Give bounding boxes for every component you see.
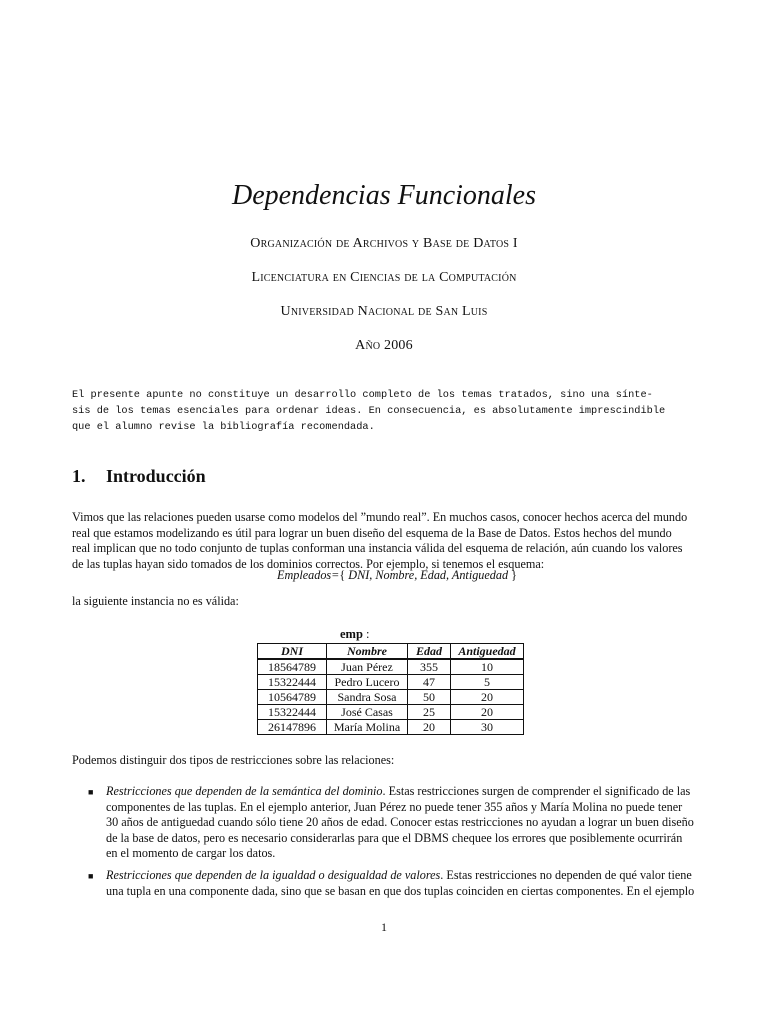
degree-name: Licenciatura en Ciencias de la Computación [251,270,517,285]
bullet-first-line: . Estas restricciones surgen de comprender el significado de las [382,784,691,798]
schema-definition [72,568,722,583]
bullet-line: de la base de datos, pero es necesario considerarlas para que el DBMS chequee los errores que posiblemente ocurrirán [106,830,683,845]
emp-table [257,643,524,735]
cell-edad: 20 [408,720,451,735]
section-title: Introducción [106,466,206,486]
bullet-line: componentes de las tuplas. En el ejemplo anterior, Juan Pérez no puede tener 355 años y María Molina no puede tener [106,799,683,814]
cell-edad: 50 [408,690,451,705]
table-caption-sep: : [362,627,370,641]
cell-nombre: José Casas [327,705,408,720]
cell-dni: 26147896 [258,720,327,735]
table-row [258,720,524,735]
cell-edad: 25 [408,705,451,720]
header-edad: Edad [408,644,451,660]
header-nombre: Nombre [327,644,408,660]
cell-edad: 47 [408,675,451,690]
header-dni: DNI [258,644,327,660]
cell-nombre: Juan Pérez [327,659,408,675]
abstract-line: que el alumno revise la bibliografía recomendada. [72,421,375,433]
cell-nombre: María Molina [327,720,408,735]
year-line: Año 2006 [355,338,413,353]
section-number: 1. [72,466,86,486]
cell-antiguedad: 5 [451,675,524,690]
bullet-emphasis: Restricciones que dependen de la semántica del dominio [106,784,383,798]
cell-nombre: Pedro Lucero [327,675,408,690]
intro-line: real que estamos modelizando es útil para lograr un buen diseño del esquema de la Base de Datos. Estos hechos del mundo [72,525,672,540]
restrictions-intro: Podemos distinguir dos tipos de restricciones sobre las relaciones: [72,753,395,767]
abstract [72,387,752,435]
table-row [258,659,524,675]
abstract-line: sis de los temas esenciales para ordenar ideas. En consecuencia, es absolutamente imprescindible [72,405,666,417]
page-number: 1 [381,920,387,934]
bullet-first-line: . Estas restricciones no dependen de qué valor tiene [440,868,692,882]
bullet-item [106,784,726,862]
cell-nombre: Sandra Sosa [327,690,408,705]
university-name: Universidad Nacional de San Luis [280,304,488,319]
cell-dni: 10564789 [258,690,327,705]
table-row [258,690,524,705]
cell-antiguedad: 30 [451,720,524,735]
table-row [258,675,524,690]
table-name: emp [340,627,363,641]
bullet-line: en el momento de cargar los datos. [106,846,276,860]
intro-line: real implican que no todo conjunto de tuplas conforman una instancia válida del esquema de relación, aún cuando los valores [72,541,683,555]
course-name: Organización de Archivos y Base de Datos I [250,236,518,251]
bullet-icon: ■ [88,871,94,881]
schema-close-brace: } [511,568,517,582]
cell-antiguedad: 20 [451,690,524,705]
schema-open-brace: { [339,568,346,582]
intro-line: de las tuplas hayan sido tomados de los dominios correctos. Por ejemplo, si tenemos el esquema: [72,556,545,571]
cell-dni: 18564789 [258,659,327,675]
intro-paragraph [72,510,722,572]
bullet-line: una tupla en una componente dada, sino que se basan en que dos tuplas coinciden en ciertas componentes. En el ejemplo [106,883,695,898]
schema-prefix: Empleados= [277,568,340,582]
cell-edad: 355 [408,659,451,675]
schema-attributes: DNI, Nombre, Edad, Antiguedad [345,568,512,582]
table-row [258,705,524,720]
header-antiguedad: Antiguedad [451,644,524,660]
abstract-line: El presente apunte no constituye un desarrollo completo de los temas tratados, sino una sínte- [72,389,653,401]
cell-antiguedad: 10 [451,659,524,675]
bullet-icon: ■ [88,787,94,797]
table-header-row [258,644,524,660]
cell-dni: 15322444 [258,705,327,720]
bullet-line: 30 años de antiguedad cuando sólo tiene 20 años de edad. Conocer estas restricciones no ayudan a lograr un buen diseño [106,815,694,829]
bullet-emphasis: Restricciones que dependen de la igualdad o desigualdad de valores [106,868,441,882]
instance-sentence: la siguiente instancia no es válida: [72,594,239,608]
table-caption [340,627,370,642]
intro-line: Vimos que las relaciones pueden usarse como modelos del ”mundo real”. En muchos casos, conocer hechos acerca del mundo [72,510,688,524]
document-title: Dependencias Funcionales [231,180,537,211]
cell-antiguedad: 20 [451,705,524,720]
section-heading [72,466,206,487]
cell-dni: 15322444 [258,675,327,690]
bullet-item [106,868,726,899]
